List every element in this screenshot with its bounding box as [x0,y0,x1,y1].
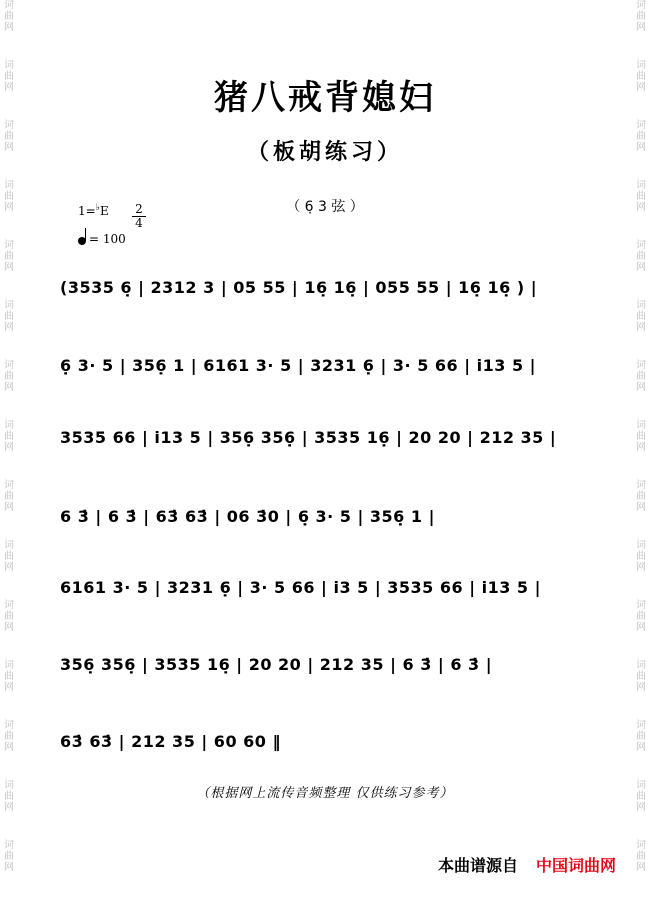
source-label: 本曲谱源自 [437,856,518,875]
notation-line-7: 63̇ 63̇ | 212 35 | 60 60 ‖ [60,732,281,751]
notation-line-3: 3535 66 | i13 5 | 356̣ 356̣ | 3535 16̣ | 20 20 | 212 35 | [60,428,557,447]
watermark-column-left: 词 曲 网 词 曲 网 词 曲 网 词 曲 网 词 曲 网 词 曲 网 词 曲 网 词 曲 网 词 曲 网 词 曲 网 词 曲 网 词 曲 网 词 曲 网 词 曲 网 词 曲 网 [4,0,14,873]
notation-line-2: 6̣ 3· 5 | 356̣ 1 | 6161 3· 5 | 3231 6̣ | 3· 5 66 | i13 5 | [60,356,537,375]
tempo-marking: = 100 [78,232,126,246]
notation-line-4: 6 3̇ | 6 3̇ | 63̇ 63̇ | 06 3̇0 | 6̣ 3· 5 | 356̣ 1 | [60,507,435,526]
footnote: （根据网上流传音频整理 仅供练习参考） [196,786,454,801]
notation-line-5: 6161 3· 5 | 3231 6̣ | 3· 5 66 | i3 5 | 3535 66 | i13 5 | [60,578,541,597]
song-subtitle: （板胡练习） [246,139,403,165]
string-tuning: （ 6̣ 3 弦 ） [286,199,364,215]
source-site-link[interactable]: 中国词曲网 [535,856,616,875]
song-title: 猪八戒背媳妇 [214,78,436,118]
key-signature: 1=♭E [78,203,109,218]
quarter-note-icon [78,237,86,245]
notation-line-6: 356̣ 356̣ | 3535 16̣ | 20 20 | 212 35 | 6 3̇ | 6 3̇ | [60,655,493,674]
notation-line-1: (3535 6̣ | 2312 3 | 05 55 | 16̣ 16̣ | 055 55 | 16̣ 16̣ ) | [60,278,538,297]
flat-icon: ♭ [95,203,100,213]
time-signature: 2 4 [132,203,146,230]
watermark-column-right: 词 曲 网 词 曲 网 词 曲 网 词 曲 网 词 曲 网 词 曲 网 词 曲 网 词 曲 网 词 曲 网 词 曲 网 词 曲 网 词 曲 网 词 曲 网 词 曲 网 词 曲 网 [636,0,646,873]
source-credit [438,853,616,876]
